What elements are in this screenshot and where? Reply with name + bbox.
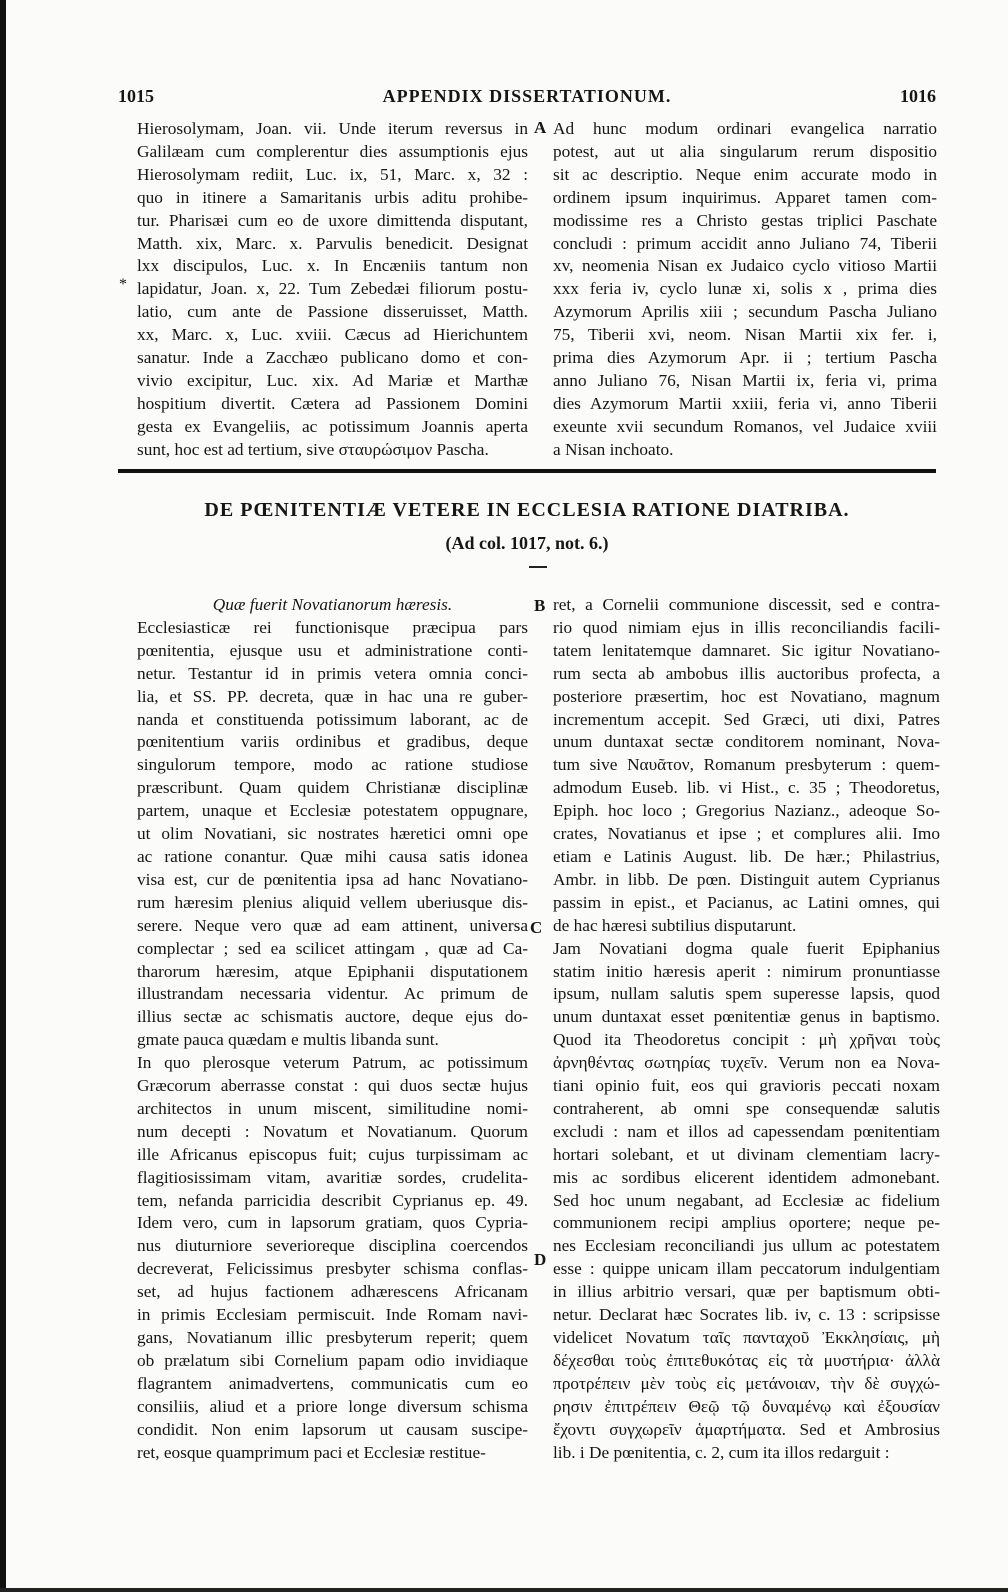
text-line: rum secta ab ambobus illis auctoribus profecta, a — [553, 663, 940, 683]
margin-letter-a: A — [534, 118, 547, 137]
text-line: Græcorum aberrasse constat : qui duos sectæ hujus — [137, 1076, 528, 1096]
text-line: etiam e Latinis August. lib. De hær.; Philastrius, — [553, 846, 940, 866]
text-line: 75, Tiberii xvi, neom. Nisan Martii xix fer. i, — [553, 325, 937, 345]
text-line: incrementum accepit. Sed Græci, uti dixi, Patres — [553, 709, 940, 729]
text-line: illustrandam necessaria videntur. Ac primum de — [137, 984, 528, 1004]
running-title: APPENDIX DISSERTATIONUM. — [382, 86, 672, 106]
text-line: δέχεσθαι τοὺς ἐπιτεθυκότας εἰς τὰ μυστήρια· ἀλλὰ — [553, 1350, 940, 1370]
text-line: Ad hunc modum ordinari evangelica narratio — [553, 119, 937, 138]
text-line: visa est, cur de pœnitentia ipsa ad hanc Novatiano- — [137, 869, 528, 889]
text-column-bottom-left — [137, 594, 528, 1464]
text-line: gesta ex Evangeliis, ac potissimum Joannis aperta — [137, 416, 528, 436]
text-line: num decepti : Novatum et Novatianum. Quorum — [137, 1121, 528, 1141]
text-line: tum sive Ναυᾶτον, Romanum presbyterum : quem- — [553, 755, 940, 775]
text-line: vivio excipitur, Luc. xix. Ad Mariæ et Marthæ — [137, 370, 528, 390]
page-number-right: 1016 — [900, 86, 936, 106]
text-line: latio, cum ante de Passione disseruisset, Matth. — [137, 302, 528, 322]
text-line: hortari solebant, et ut divinam clementiam lacry- — [553, 1144, 940, 1164]
text-line: ille Africanus episcopus fuit; cujus turpissimam ac — [137, 1144, 528, 1164]
text-line: crates, Novatianus et ipse ; et complures alii. Imo — [553, 824, 940, 844]
title-dash — [529, 566, 547, 568]
text-line: exeunte xvii secundum Romanos, vel Judaice xviii — [553, 416, 937, 436]
text-line: communionem recipi amplius oportere; neque pe- — [553, 1213, 940, 1233]
text-line: ac ratione conantur. Quæ mihi causa satis idonea — [137, 846, 528, 866]
text-line: In quo plerosque veterum Patrum, ac potissimum — [137, 1053, 528, 1073]
text-line: sunt, hoc est ad tertium, sive σταυρώσιμον Pascha. — [137, 439, 489, 459]
text-line: contraherent, ab omni spe consequendæ salutis — [553, 1098, 940, 1118]
text-line: lib. i De pœnitentia, c. 2, cum ita illos redarguit : — [553, 1442, 890, 1462]
text-line: Azymorum Aprilis xiii ; secundum Pascha Juliano — [553, 302, 937, 322]
text-line: tem, nefanda parricidia describit Cyprianus ep. 49. — [137, 1190, 528, 1210]
text-line: excludi : nam et illos ad capessendam pœnitentiam — [553, 1121, 940, 1141]
text-line: tur. Pharisæi cum eo de uxore dimittenda disputant, — [137, 210, 528, 230]
text-line: tatem lenitatemque damnaret. Sic igitur Novatiano- — [553, 640, 940, 660]
text-line: Epiph. hoc loco ; Gregorius Nazianz., adeoque So- — [553, 801, 940, 821]
text-line: Hierosolymam, Joan. vii. Unde iterum reversus in — [137, 119, 528, 138]
text-line: serere. Neque vero quæ ad eam attinent, universa — [137, 915, 528, 935]
text-line: Jam Novatiani dogma quale fuerit Epiphanius — [553, 938, 940, 958]
text-line: in primis Ecclesiam permiscuit. Inde Romam navi- — [137, 1305, 528, 1325]
text-line: concludi : primum accidit anno Juliano 74, Tiberii — [553, 233, 937, 253]
text-line: condidit. Non enim lapsorum ut causam suscipe- — [137, 1419, 528, 1439]
text-line: flagitiosissimam vitam, avaritiæ sordes, crudelita- — [137, 1167, 528, 1187]
text-line: modissime res a Christo gestas triplici Paschate — [553, 210, 937, 230]
text-line: lia, et SS. PP. decreta, quæ in hac una re guber- — [137, 686, 528, 706]
text-line: netur. Declarat hæc Socrates lib. iv, c. 13 : scripsisse — [553, 1305, 940, 1325]
text-line: unum duntaxat sectæ conditorem nominant, Nova- — [553, 732, 940, 752]
text-line: consiliis, aliud et a priore longe diversum schisma — [137, 1396, 528, 1416]
column-heading: Quæ fuerit Novatianorum hæresis. — [212, 595, 453, 614]
section-divider-rule — [118, 469, 936, 473]
text-line: ρησιν ἐπιτρέπειν Θεῷ τῷ δυναμένῳ καὶ ἐξουσίαν — [553, 1396, 940, 1416]
text-line: hospitium divertit. Cætera ad Passionem Domini — [137, 393, 528, 413]
text-line: tharorum hæresim, atque Epiphanii disputationem — [137, 961, 528, 981]
text-line: lapidatur, Joan. x, 22. Tum Zebedæi filiorum postu- — [137, 279, 528, 299]
text-line: dies Azymorum Martii xxiii, feria vi, anno Tiberii — [553, 393, 937, 413]
text-line: anno Juliano 76, Nisan Martii ix, feria vi, prima — [553, 370, 937, 390]
section-title: DE PŒNITENTIÆ VETERE IN ECCLESIA RATIONE DIATRIBA. — [204, 499, 850, 521]
text-line: gmate pauca quædam e multis libanda sunt. — [137, 1030, 439, 1050]
text-line: nus diuturniore severioreque disciplina coercendos — [137, 1236, 528, 1256]
margin-letter-c: C — [530, 918, 543, 937]
running-header — [118, 86, 936, 112]
text-line: rio quod nimiam ejus in illis reconciliandis facili- — [553, 617, 940, 637]
text-line: partem, unaque et Ecclesiæ potestatem oppugnare, — [137, 801, 528, 821]
text-line: sanatur. Inde a Zacchæo publicano domo et con- — [137, 348, 528, 368]
text-line: sit ac descriptio. Neque enim accurate modo in — [553, 164, 937, 184]
text-line: videlicet Novatum ταῖς πανταχοῦ Ἐκκλησίαις, μὴ — [553, 1328, 940, 1347]
text-line: nes Ecclesiam reconciliandi jus ullum ac potestatem — [553, 1236, 940, 1256]
text-column-top-right — [553, 118, 937, 462]
margin-asterisk: * — [119, 276, 127, 293]
text-line: ipsum, nullam salutis spem superesse lapsis, quod — [553, 984, 940, 1004]
page-number-left: 1015 — [118, 86, 154, 106]
section-subtitle: (Ad col. 1017, not. 6.) — [445, 533, 609, 553]
text-line: rum hæresim plenius aliquid vellem uberiusque dis- — [137, 892, 528, 912]
text-line: ἀρνηθέντας σωτηρίας τυχεῖν. Verum non ea Nova- — [553, 1053, 940, 1073]
text-line: decreverat, Felicissimus presbyter schisma conflas- — [137, 1259, 528, 1279]
text-line: Ecclesiasticæ rei functionisque præcipua pars — [137, 617, 528, 637]
text-line: ret, eosque quamprimum paci et Ecclesiæ restitue- — [137, 1442, 486, 1462]
text-line: ob prælatum sibi Cornelium papam odio invidiaque — [137, 1350, 528, 1370]
text-line: statim initio hæresis aperit : nimirum pronuntiasse — [553, 961, 940, 981]
text-line: nanda et constituenda potissimum laborant, ac de — [137, 709, 528, 729]
text-line: Sed hoc unum negabant, ad Ecclesiæ ac fidelium — [553, 1190, 940, 1210]
text-line: singulorum tempore, modo ac ratione studiose — [137, 755, 528, 775]
text-line: posteriore præsertim, hoc est Novatiano, magnum — [553, 686, 940, 706]
text-line: Hierosolymam rediit, Luc. ix, 51, Marc. x, 32 : — [137, 164, 528, 184]
text-line: προτρέπειν μὲν τοὺς εἰς μετάνοιαν, τὴν δὲ συγχώ- — [553, 1373, 940, 1393]
text-line: xxx feria iv, cyclo lunæ xi, solis x , prima dies — [553, 279, 937, 299]
text-line: prima dies Azymorum Apr. ii ; tertium Pascha — [553, 348, 937, 368]
text-line: set, ad hujus factionem adhærescens Africanam — [137, 1282, 528, 1302]
text-line: ordinem ipsum inquirimus. Apparet tamen com- — [553, 187, 937, 207]
text-line: architectos in unum miscent, similitudine nomi- — [137, 1098, 528, 1118]
text-line: Idem vero, cum in lapsorum gratiam, quos Cypria- — [137, 1213, 528, 1233]
text-line: in illius arbitrio versari, quæ per baptismum obti- — [553, 1282, 940, 1302]
text-column-bottom-right — [553, 594, 940, 1464]
margin-letter-d: D — [534, 1250, 547, 1269]
text-line: ἔχοντι συγχωρεῖν ἁμαρτήματα. Sed et Ambrosius — [553, 1419, 940, 1439]
text-line: flagrantem animadvertens, communicatis cum eo — [137, 1373, 528, 1393]
text-line: gans, Novatianum illic presbyterum reperit; quem — [137, 1328, 528, 1347]
text-line: admodum Euseb. lib. vi Hist., c. 35 ; Theodoretus, — [553, 778, 940, 798]
text-line: de hac hæresi subtilius disputarunt. — [553, 915, 797, 935]
text-line: passim in epist., et Pacianus, ac Latini omnes, qui — [553, 892, 940, 912]
text-line: Quod ita Theodoretus concipit : μὴ χρῆναι τοὺς — [553, 1030, 940, 1050]
text-line: pœnitentium variis ordinibus et gradibus, deque — [137, 732, 528, 752]
text-line: ret, a Cornelii communione discessit, sed e contra- — [553, 595, 940, 614]
text-line: a Nisan inchoato. — [553, 439, 674, 459]
text-line: xv, neomenia Nisan ex Judaico cyclo vitioso Martii — [553, 256, 937, 276]
text-column-top-left — [137, 118, 528, 462]
scan-bottom-edge — [0, 1588, 1008, 1592]
scan-left-edge — [0, 0, 6, 1592]
text-line: Matth. xix, Marc. x. Parvulis benedicit. Designat — [137, 233, 528, 253]
margin-letter-b: B — [534, 596, 546, 615]
text-line: ut olim Novatiani, sic nostrates hæretici omni ope — [137, 824, 528, 844]
text-line: illius sectæ ac schismatis auctore, deque ejus do- — [137, 1007, 528, 1027]
text-line: tiani opinio fuit, eos qui gravioris peccati noxam — [553, 1076, 940, 1096]
text-line: Galilæam cum complerentur dies assumptionis ejus — [137, 141, 528, 161]
text-line: quo in itinere a Samaritanis urbis aditu prohibe- — [137, 187, 528, 207]
text-line: netur. Testantur id in primis vetera omnia conci- — [137, 663, 528, 683]
text-line: præscribunt. Quam quidem Christianæ disciplinæ — [137, 778, 528, 798]
text-line: unum duntaxat esset pœnitentiæ genus in baptismo. — [553, 1007, 940, 1027]
text-line: lxx discipulos, Luc. x. In Encæniis tantum non — [137, 256, 528, 276]
text-line: complectar ; sed ea scilicet attingam , quæ ad Ca- — [137, 938, 528, 958]
text-line: Ambr. in libb. De pœn. Distinguit autem Cyprianus — [553, 869, 940, 889]
text-line: xx, Marc. x, Luc. xviii. Cæcus ad Hierichuntem — [137, 325, 528, 345]
text-line: pœnitentia, ejusque usu et administratione conti- — [137, 640, 528, 660]
text-line: mis ac sordibus elicerent identidem admonebant. — [553, 1167, 940, 1187]
text-line: esse : quippe unicam illam peccatorum indulgentiam — [553, 1259, 940, 1279]
text-line: potest, aut ut alia singularum rerum dispositio — [553, 141, 937, 161]
